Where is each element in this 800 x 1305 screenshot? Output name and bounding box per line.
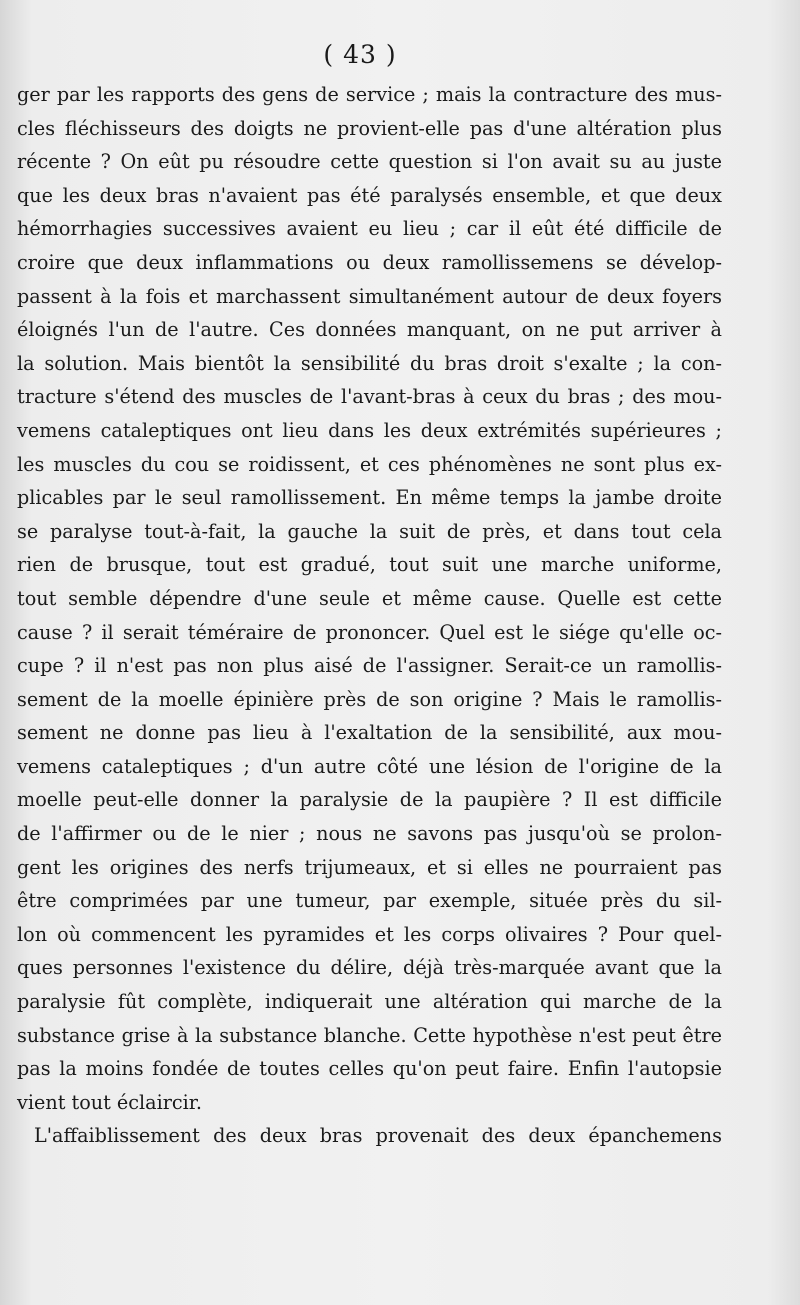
text-line: gent les origines des nerfs trijumeaux, et si elles ne pourraient pas <box>17 855 722 879</box>
text-line: vient tout éclaircir. <box>17 1090 202 1114</box>
text-line: substance grise à la substance blanche. Cette hypothèse n'est peut être <box>17 1023 722 1047</box>
text-line: rien de brusque, tout est gradué, tout suit une marche uniforme, <box>17 553 722 577</box>
text-line: pas la moins fondée de toutes celles qu'on peut faire. Enfin l'autopsie <box>17 1057 722 1081</box>
text-line: moelle peut-elle donner la paralysie de la paupière ? Il est difficile <box>17 788 722 812</box>
text-line: croire que deux inflammations ou deux ramollissemens se dévelop- <box>17 250 722 274</box>
text-line: vemens cataleptiques ; d'un autre côté une lésion de l'origine de la <box>17 754 722 778</box>
text-line: ques personnes l'existence du délire, déjà très-marquée avant que la <box>17 956 722 980</box>
text-line: hémorrhagies successives avaient eu lieu ; car il eût été difficile de <box>17 217 722 241</box>
text-line: sement de la moelle épinière près de son origine ? Mais le ramollis- <box>17 687 722 711</box>
text-line: récente ? On eût pu résoudre cette question si l'on avait su au juste <box>17 150 722 174</box>
text-line: la solution. Mais bientôt la sensibilité du bras droit s'exalte ; la con- <box>17 351 722 375</box>
paragraph-start-line: L'affaiblissement des deux bras provenait des deux épanchemens <box>34 1124 722 1148</box>
text-line: paralysie fût complète, indiquerait une altération qui marche de la <box>17 990 722 1014</box>
text-line: tout semble dépendre d'une seule et même cause. Quelle est cette <box>17 586 722 610</box>
text-line: plicables par le seul ramollissement. En même temps la jambe droite <box>17 486 722 510</box>
text-line: se paralyse tout-à-fait, la gauche la suit de près, et dans tout cela <box>17 519 722 543</box>
text-line: ger par les rapports des gens de service ; mais la contracture des mus- <box>17 83 722 106</box>
text-line: les muscles du cou se roidissent, et ces phénomènes ne sont plus ex- <box>17 452 722 476</box>
text-line: passent à la fois et marchassent simultanément autour de deux foyers <box>17 284 722 308</box>
text-line: vemens cataleptiques ont lieu dans les deux extrémités supérieures ; <box>17 418 722 442</box>
text-line: éloignés l'un de l'autre. Ces données manquant, on ne put arriver à <box>17 318 722 342</box>
text-line: cupe ? il n'est pas non plus aisé de l'assigner. Serait-ce un ramollis- <box>17 654 722 678</box>
page-number: ( 43 ) <box>323 40 397 69</box>
text-line: lon où commencent les pyramides et les corps olivaires ? Pour quel- <box>17 922 722 946</box>
text-line: que les deux bras n'avaient pas été paralysés ensemble, et que deux <box>17 183 722 207</box>
text-line: sement ne donne pas lieu à l'exaltation de la sensibilité, aux mou- <box>17 721 722 745</box>
text-line: cles fléchisseurs des doigts ne provient-elle pas d'une altération plus <box>17 116 722 140</box>
text-line: de l'affirmer ou de le nier ; nous ne savons pas jusqu'où se prolon- <box>17 822 722 846</box>
body-text <box>17 78 722 1153</box>
text-line: être comprimées par une tumeur, par exemple, située près du sil- <box>17 889 722 913</box>
text-line: cause ? il serait téméraire de prononcer. Quel est le siége qu'elle oc- <box>17 620 722 644</box>
text-line: tracture s'étend des muscles de l'avant-bras à ceux du bras ; des mou- <box>17 385 722 409</box>
